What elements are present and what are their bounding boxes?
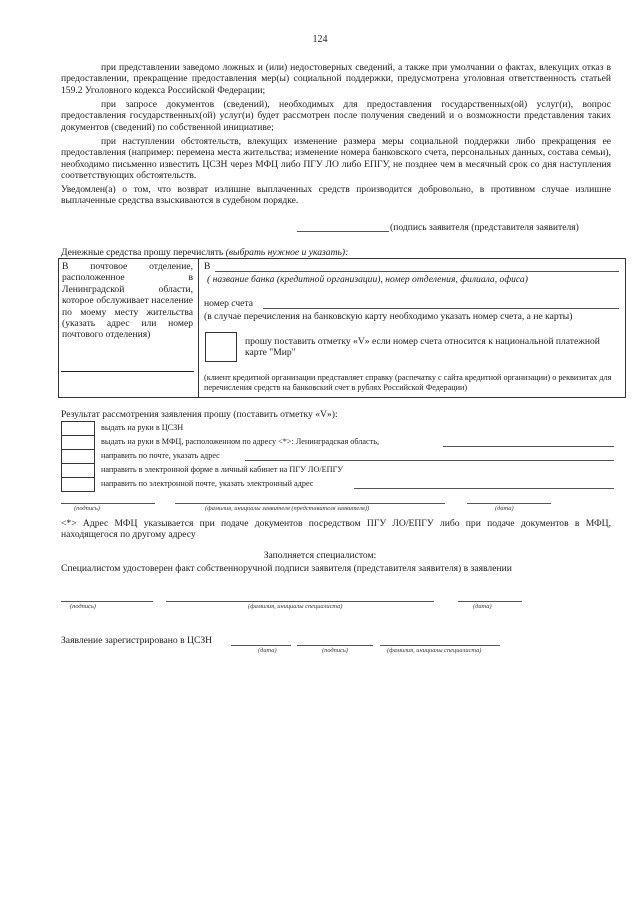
account-number-label: номер счета bbox=[204, 298, 253, 309]
result-checkbox-3[interactable] bbox=[61, 449, 95, 464]
result-option-3: направить по почте, указать адрес bbox=[101, 451, 220, 460]
specialist-date-line[interactable] bbox=[458, 601, 522, 602]
specialist-name-line[interactable] bbox=[166, 601, 434, 602]
mir-card-checkbox[interactable] bbox=[205, 332, 237, 362]
applicant-sign-line[interactable] bbox=[61, 503, 155, 504]
result-checkbox-1[interactable] bbox=[61, 421, 95, 436]
bank-name-input-line[interactable] bbox=[215, 271, 619, 272]
result-checkbox-2[interactable] bbox=[61, 435, 95, 450]
refund-notice: Уведомлен(а) о том, что возврат излишне выплаченных средств производится добровольно, в противном случае излишне выплаченные средства взыскиваются в судебном порядке. bbox=[61, 184, 611, 207]
applicant-sign-caption: (подпись) bbox=[74, 505, 100, 512]
applicant-date-caption: (дата) bbox=[495, 505, 514, 512]
result-option-4: направить в электронной форме в личный кабинет на ПГУ ЛО/ЕПГУ bbox=[101, 465, 344, 474]
warning-paragraph-3: при наступлении обстоятельств, влекущих изменение размера меры социальной поддержки либо прекращения ее предоставления (например: перемена места жительства; изменение номера банковского счета, персональных данных, состава семьи), необходимо письменно известить ЦСЗН через МФЦ либо ПГУ ЛО либо ЕПГУ, не позднее чем в месячный срок со дня наступления соответствующих обстоятельств. bbox=[61, 136, 611, 182]
money-transfer-label: Денежные средства прошу перечислять bbox=[61, 247, 224, 258]
bank-prefix: В bbox=[204, 261, 211, 272]
money-transfer-hint: (выбрать нужное и указать): bbox=[225, 247, 349, 258]
mfc-address-input-line[interactable] bbox=[443, 446, 614, 447]
result-option-1: выдать на руки в ЦСЗН bbox=[101, 423, 184, 432]
registration-date-caption: (дата) bbox=[258, 647, 277, 654]
applicant-name-line[interactable] bbox=[175, 503, 445, 504]
registration-name-caption: (фамилия, инициалы специалиста) bbox=[387, 647, 482, 654]
email-address-input-line[interactable] bbox=[354, 488, 614, 489]
warning-paragraph-2: при запросе документов (сведений), необходимых для предоставления государственных(ой) услуг(и), вопрос предоставления государственных(ой) услуг(и) будет рассмотрен после получения сведений и о возможности представления таких документов (сведений) по собственной инициативе; bbox=[61, 99, 611, 133]
registration-name-line[interactable] bbox=[380, 645, 500, 646]
payment-method-table bbox=[58, 258, 626, 398]
result-header: Результат рассмотрения заявления прошу (поставить отметку «V»): bbox=[61, 409, 338, 420]
specialist-date-caption: (дата) bbox=[473, 603, 492, 610]
specialist-sign-line[interactable] bbox=[61, 601, 153, 602]
applicant-name-caption: (фамилия, инициалы заявителя (представителя заявителя)) bbox=[205, 505, 370, 512]
mir-card-note: прошу поставить отметку «V» если номер счета относится к национальной платежной карте "Мир" bbox=[245, 336, 600, 359]
specialist-sign-caption: (подпись) bbox=[70, 603, 96, 610]
bank-name-hint: ( название банка (кредитной организации), номер отделения, филиала, офиса) bbox=[207, 274, 528, 285]
specialist-statement: Специалистом удостоверен факт собственноручной подписи заявителя (представителя заявителя) в заявлении bbox=[61, 563, 512, 574]
registration-sign-line[interactable] bbox=[297, 645, 373, 646]
account-number-input-line[interactable] bbox=[263, 308, 619, 309]
applicant-date-line[interactable] bbox=[467, 503, 551, 504]
result-checkbox-4[interactable] bbox=[61, 463, 95, 478]
specialist-name-caption: (фамилия, инициалы специалиста) bbox=[248, 603, 343, 610]
warning-paragraph-1: при представлении заведомо ложных и (или) недостоверных сведений, а также при умолчании о фактах, влекущих отказ в предоставлении, прекращение предоставления мер(ы) социальной поддержки, предусмотрена уголовная ответственность статьей 159.2 Уголовного кодекса Российской Федерации; bbox=[61, 62, 611, 96]
card-account-note: (в случае перечисления на банковскую карту необходимо указать номер счета, а не карты) bbox=[204, 311, 573, 322]
page-number: 124 bbox=[312, 34, 328, 45]
bank-statement-note: (клиент кредитной организации представляет справку (распечатку с сайта кредитной организации) о реквизитах для перечисления средств на банковский счет в рублях Российской Федерации) bbox=[204, 373, 612, 392]
applicant-signature-line[interactable] bbox=[297, 231, 389, 232]
result-option-2: выдать на руки в МФЦ, расположенном по адресу <*>: Ленинградская область, bbox=[101, 437, 380, 446]
registration-sign-caption: (подпись) bbox=[322, 647, 348, 654]
registration-date-line[interactable] bbox=[231, 645, 291, 646]
money-transfer-header bbox=[61, 247, 348, 258]
specialist-section-header: Заполняется специалистом: bbox=[263, 550, 377, 561]
mfc-footnote: <*> Адрес МФЦ указывается при подаче документов посредством ПГУ ЛО/ЕПГУ либо при подаче документов в МФЦ, находящегося по другому адресу bbox=[61, 518, 611, 541]
post-office-option[interactable]: В почтовое отделение, расположенное в Ленинградской области, которое обслуживает население по моему месту жительства (указать адрес или номер почтового отделения) bbox=[62, 261, 193, 341]
postal-address-input-line[interactable] bbox=[245, 460, 614, 461]
applicant-signature-caption: (подпись заявителя (представителя заявителя) bbox=[390, 222, 579, 233]
post-office-input-line[interactable] bbox=[61, 371, 194, 372]
result-option-5: направить по электронной почте, указать электронный адрес bbox=[101, 479, 314, 488]
table-divider bbox=[198, 259, 199, 397]
result-checkbox-5[interactable] bbox=[61, 477, 95, 492]
registration-label: Заявление зарегистрировано в ЦСЗН bbox=[61, 635, 213, 646]
